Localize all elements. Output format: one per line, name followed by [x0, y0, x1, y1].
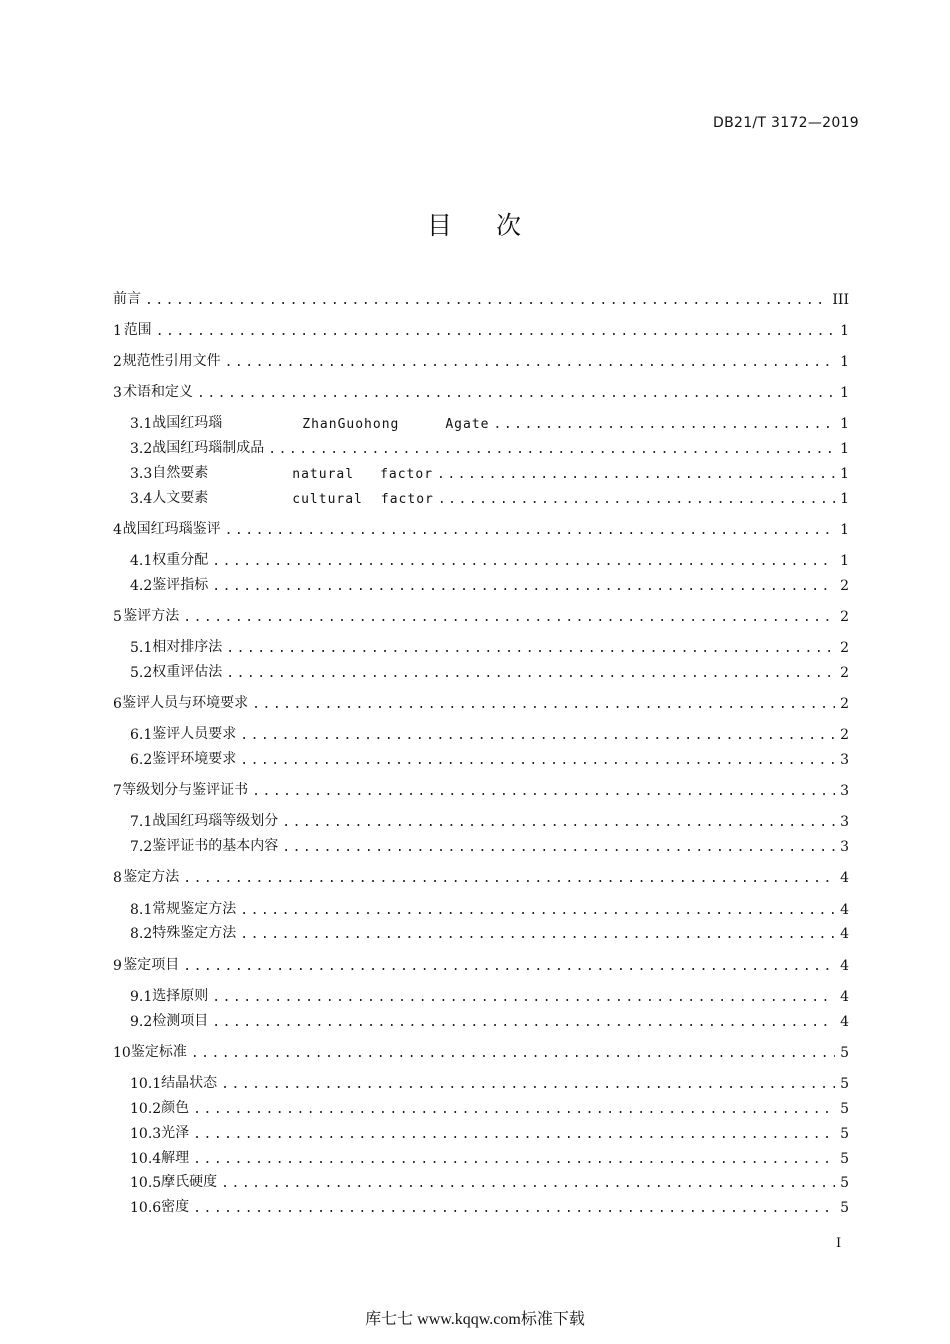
toc-page: 5 [840, 1126, 849, 1142]
toc-label: 特殊鉴定方法 [152, 925, 237, 941]
leader-dots [240, 927, 835, 942]
toc-page: 2 [840, 665, 849, 681]
toc-page: 3 [840, 839, 849, 855]
toc-number: 5.2 [130, 665, 153, 681]
toc-label: 战国红玛瑙制成品 [152, 440, 265, 456]
title-char-1: 目 [426, 211, 454, 240]
leader-dots [252, 784, 835, 799]
toc-number: 7 [113, 783, 122, 799]
toc-page: 5 [840, 1101, 849, 1117]
toc-label: 术语和定义 [123, 384, 194, 400]
toc-page: 5 [840, 1200, 849, 1216]
leader-dots [212, 579, 835, 594]
toc-page: III [832, 292, 849, 308]
toc-entry[interactable] [130, 487, 849, 507]
toc-entry[interactable] [130, 549, 849, 569]
leader-dots [438, 492, 835, 507]
toc-label: 鉴评环境要求 [152, 751, 237, 767]
leader-dots [252, 697, 835, 712]
toc-entry[interactable] [130, 835, 849, 855]
page-number: I [836, 1236, 842, 1251]
toc-label: 鉴评指标 [152, 577, 209, 593]
toc-label: 前言 [113, 291, 141, 307]
toc-label: 摩氏硬度 [161, 1174, 218, 1190]
toc-label: 自然要素 [152, 465, 209, 481]
leader-dots [193, 1102, 835, 1117]
toc-page: 4 [840, 1014, 849, 1030]
leader-dots [212, 1015, 835, 1030]
toc-number: 10 [113, 1045, 131, 1061]
toc-label: 结晶状态 [161, 1075, 218, 1091]
toc-label: 战国红玛瑙鉴评 [122, 521, 221, 537]
leader-dots [240, 728, 835, 743]
document-code: DB21/T 3172—2019 [713, 115, 859, 131]
leader-dots [437, 467, 835, 482]
toc-number: 10.6 [130, 1200, 162, 1216]
leader-dots [282, 840, 835, 855]
toc-page: 2 [840, 578, 849, 594]
toc-number: 4.2 [130, 578, 153, 594]
toc-page: 1 [840, 416, 849, 432]
toc-number: 6.1 [130, 727, 153, 743]
title-char-2: 次 [496, 211, 524, 240]
toc-number: 6 [113, 696, 122, 712]
toc-page: 1 [840, 323, 849, 339]
toc-entry[interactable] [130, 437, 849, 457]
leader-dots [212, 990, 835, 1005]
toc-label: 光泽 [161, 1125, 190, 1141]
toc-page: 2 [840, 727, 849, 743]
leader-dots [221, 1176, 835, 1191]
toc-page: 4 [840, 902, 849, 918]
toc-number: 8.1 [130, 902, 153, 918]
toc-page: 1 [840, 522, 849, 538]
toc-page: 1 [840, 466, 849, 482]
page-title [0, 206, 950, 242]
toc-label: 规范性引用文件 [122, 353, 221, 369]
toc-number: 10.4 [130, 1151, 162, 1167]
leader-dots [212, 554, 835, 569]
leader-dots [226, 641, 835, 656]
toc-number: 7.1 [130, 814, 153, 830]
toc-label: 常规鉴定方法 [152, 901, 237, 917]
toc-entry[interactable] [113, 350, 849, 370]
leader-dots [268, 442, 835, 457]
toc-page: 2 [840, 696, 849, 712]
leader-dots [240, 753, 835, 768]
toc-entry[interactable] [130, 412, 849, 432]
toc-number: 5.1 [130, 640, 153, 656]
toc-number: 3.2 [130, 441, 153, 457]
toc-english-term: ZhanGuohong [302, 417, 400, 432]
toc-entry[interactable] [113, 518, 849, 538]
toc-label: 颜色 [161, 1100, 190, 1116]
toc-number: 3.3 [130, 466, 153, 482]
toc-label: 鉴定项目 [123, 957, 180, 973]
toc-entry[interactable] [130, 574, 849, 594]
toc-number: 10.2 [130, 1101, 162, 1117]
toc-page: 1 [840, 354, 849, 370]
toc-label: 鉴评证书的基本内容 [152, 838, 279, 854]
toc-entry[interactable] [113, 605, 849, 625]
leader-dots [282, 815, 835, 830]
leader-dots [225, 355, 835, 370]
toc-entry[interactable] [130, 1196, 849, 1216]
toc-label: 权重分配 [152, 552, 209, 568]
toc-label: 选择原则 [152, 988, 209, 1004]
toc-entry-foreword[interactable] [113, 288, 849, 308]
toc-english-term: Agate [445, 417, 490, 432]
toc-label: 等级划分与鉴评证书 [122, 782, 249, 798]
leader-dots [183, 610, 835, 625]
toc-label: 权重评估法 [152, 664, 223, 680]
leader-dots [226, 666, 835, 681]
leader-dots [145, 293, 828, 308]
toc-number: 4.1 [130, 553, 153, 569]
toc-label: 范围 [123, 322, 152, 338]
leader-dots [193, 1127, 835, 1142]
toc-number: 5 [113, 609, 122, 625]
leader-dots [193, 1152, 835, 1167]
leader-dots [183, 959, 835, 974]
toc-entry[interactable] [113, 779, 849, 799]
toc-page: 1 [840, 441, 849, 457]
leader-dots [221, 1077, 835, 1092]
toc-label: 鉴定标准 [130, 1044, 187, 1060]
toc-page: 5 [840, 1076, 849, 1092]
leader-dots [494, 417, 836, 432]
toc-number: 3.4 [130, 491, 153, 507]
toc-page: 4 [840, 958, 849, 974]
leader-dots [197, 386, 835, 401]
toc-page: 2 [840, 609, 849, 625]
leader-dots [240, 903, 835, 918]
toc-page: 5 [840, 1151, 849, 1167]
toc-english-term: cultural [292, 492, 363, 507]
toc-english-term: factor [380, 492, 434, 507]
toc-entry[interactable] [113, 319, 849, 339]
toc-entry[interactable] [130, 1072, 849, 1092]
toc-page: 4 [840, 926, 849, 942]
toc-number: 7.2 [130, 839, 153, 855]
toc-page: 5 [840, 1175, 849, 1191]
toc-number: 8 [113, 870, 122, 886]
toc-entry[interactable] [130, 1010, 849, 1030]
toc-entry[interactable] [130, 748, 849, 768]
toc-english-term: natural [292, 467, 355, 482]
toc-label: 人文要素 [152, 490, 209, 506]
toc-label: 密度 [161, 1199, 190, 1215]
toc-entry[interactable] [113, 381, 849, 401]
toc-number: 3.1 [130, 416, 153, 432]
leader-dots [183, 871, 835, 886]
toc-entry[interactable] [130, 636, 849, 656]
toc-label: 解理 [161, 1150, 190, 1166]
toc-entry[interactable] [130, 1171, 849, 1191]
toc-page: 4 [840, 870, 849, 886]
toc-number: 3 [113, 385, 122, 401]
toc-label: 鉴评方法 [123, 608, 180, 624]
toc-number: 9 [113, 958, 122, 974]
toc-number: 1 [113, 323, 122, 339]
toc-entry[interactable] [130, 985, 849, 1005]
toc-page: 3 [840, 814, 849, 830]
toc-label: 鉴评人员与环境要求 [122, 695, 249, 711]
toc-page: 1 [840, 491, 849, 507]
toc-number: 10.3 [130, 1126, 162, 1142]
toc-entry[interactable] [130, 922, 849, 942]
toc-entry[interactable] [113, 1041, 849, 1061]
toc-entry[interactable] [130, 1147, 849, 1167]
toc-entry[interactable] [113, 866, 849, 886]
toc-entry[interactable] [113, 954, 849, 974]
toc-number: 4 [113, 522, 122, 538]
toc-entry[interactable] [130, 462, 849, 482]
toc-number: 6.2 [130, 752, 153, 768]
leader-dots [193, 1201, 835, 1216]
toc-number: 9.1 [130, 989, 153, 1005]
toc-number: 2 [113, 354, 122, 370]
toc-entry[interactable] [130, 1122, 849, 1142]
toc-entry[interactable] [130, 661, 849, 681]
toc-label: 鉴定方法 [123, 869, 180, 885]
toc-page: 4 [840, 989, 849, 1005]
leader-dots [225, 523, 835, 538]
toc-label: 相对排序法 [152, 639, 223, 655]
toc-number: 10.5 [130, 1175, 162, 1191]
toc-page: 3 [840, 783, 849, 799]
toc-number: 10.1 [130, 1076, 162, 1092]
leader-dots [156, 324, 835, 339]
toc-number: 9.2 [130, 1014, 153, 1030]
toc-label: 检测项目 [152, 1013, 209, 1029]
leader-dots [191, 1046, 835, 1061]
toc-number: 8.2 [130, 926, 153, 942]
toc-entry[interactable] [113, 692, 849, 712]
toc-entry[interactable] [130, 723, 849, 743]
toc-label: 鉴评人员要求 [152, 726, 237, 742]
toc-entry[interactable] [130, 1097, 849, 1117]
toc-page: 2 [840, 640, 849, 656]
toc-entry[interactable] [130, 898, 849, 918]
toc-page: 1 [840, 385, 849, 401]
toc-page: 3 [840, 752, 849, 768]
toc-page: 1 [840, 553, 849, 569]
toc-label: 战国红玛瑙等级划分 [152, 813, 279, 829]
toc-page: 5 [840, 1045, 849, 1061]
toc-english-term: factor [380, 467, 434, 482]
footer-watermark: 库七七 www.kqqw.com标准下载 [365, 1311, 585, 1328]
toc-label: 战国红玛瑙 [152, 415, 223, 431]
toc-entry[interactable] [130, 810, 849, 830]
